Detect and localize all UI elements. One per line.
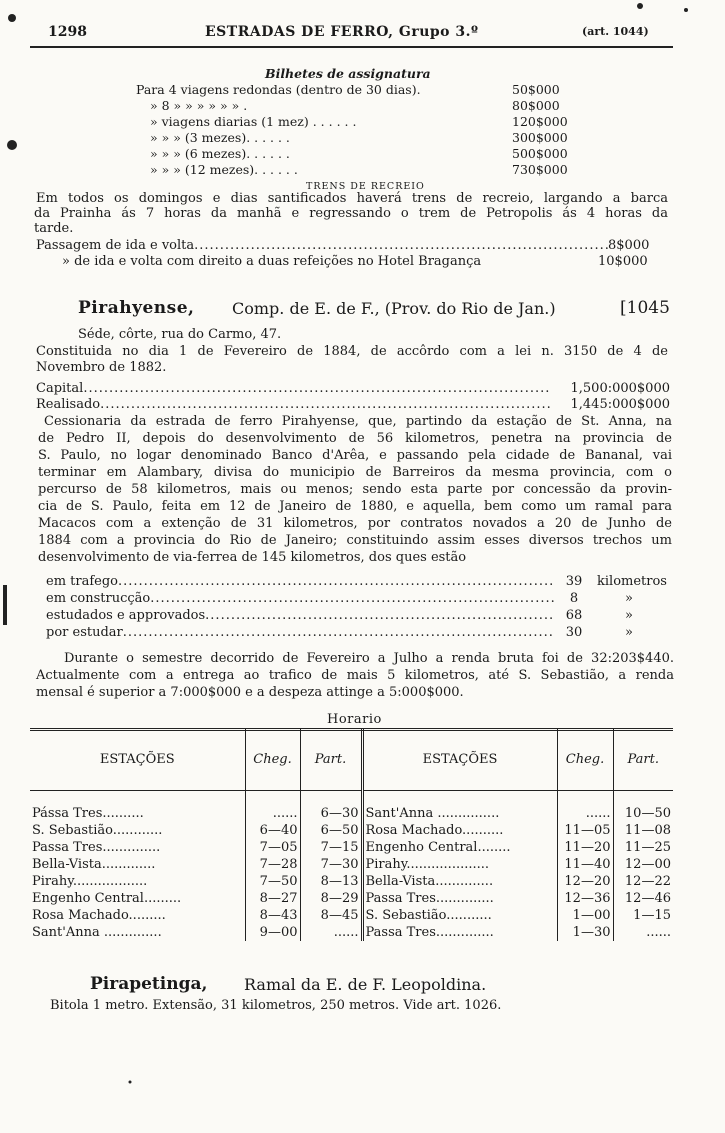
extension-unit: kilometros [597,574,667,589]
station-name: Rosa Machado......... [30,907,245,924]
description-line: terminar em Alambary, divisa do municipio de Barreiros da mesma provincia, com o [38,465,672,480]
article-number: [1045 [620,298,670,318]
arrival-time: 7—05 [245,839,300,856]
schedule-title: Horario [327,712,382,727]
running-title: ESTRADAS DE FERRO, Grupo 3.º [205,24,479,40]
departure-time: 7—30 [300,856,362,873]
ticket-row-price: 730$000 [512,162,568,177]
arrival-time: 9—00 [245,924,300,941]
ticket-row-text: » » » (6 mezes). . . . . . [150,146,290,161]
departure-time: 8—45 [300,907,362,924]
ticket-row-price: 50$000 [512,82,560,97]
fare-price: 10$000 [598,254,648,269]
departure-time: ...... [646,925,671,940]
ticket-row-price: 80$000 [512,98,560,113]
arrival-time: ...... [557,791,613,823]
extension-unit: » [625,625,633,640]
revenue-line: mensal é superior a 7:000$000 e a despeza attinge a 5:000$000. [36,685,464,700]
station-name: Rosa Machado.......... [362,822,557,839]
arrival-time: 1—00 [557,907,613,924]
extension-label: em construcção [46,591,151,606]
speck [7,140,17,150]
description-line: 1884 com a provincia do Rio de Janeiro; constituindo assim esses diversos trechos um [38,533,672,548]
arrival-time: 7—50 [245,873,300,890]
ticket-row-text: » » » (3 mezes). . . . . . [150,130,290,145]
station-name: S. Sebastião............ [30,822,245,839]
departure-time: 1—15 [633,908,671,923]
station-name: Sant'Anna .............. [30,924,245,941]
ticket-row-text: » » » (12 mezes). . . . . . [150,162,298,177]
station-name: Passa Tres.............. [362,924,557,941]
station-name: Passa Tres.............. [30,839,245,856]
ticket-row-text: » viagens diarias (1 mez) . . . . . . [150,114,357,129]
extension-unit: » [625,591,633,606]
arrival-time: 11—40 [557,856,613,873]
ticket-row-price: 120$000 [512,114,568,129]
tickets-heading: Bilhetes de assignatura [265,66,431,81]
station-name: Bella-Vista............. [30,856,245,873]
speck [8,14,16,22]
arrival-time: 12—20 [557,873,613,890]
column-header: Part. [300,728,362,791]
arrival-time: ...... [245,791,300,823]
extension-label: estudados e approvados [46,608,206,623]
capital-label: Capital [36,381,84,396]
extension-label: em trafego [46,574,118,589]
departure-time: 8—29 [300,890,362,907]
column-header: Part. [627,751,659,767]
station-name: Pirahy.................. [30,873,245,890]
recreio-heading: TRENS DE RECREIO [306,181,425,192]
description-line: de Pedro II, depois do desenvolvimento de 56 kilometros, penetra na provincia de [38,431,672,446]
departure-time: 12—46 [624,891,671,906]
departure-time: 12—22 [624,874,671,889]
description-line: percurso de 58 kilometros, mais ou menos; sendo esta parte por concessão da provin- [38,482,672,497]
description-line: cia de S. Paulo, feita em 12 de Janeiro de 1880, e aquella, bem como um ramal para [38,499,672,514]
column-header: Cheg. [557,728,613,791]
speck [3,585,7,625]
extension-value: 68 [565,608,583,623]
ticket-row-text: Para 4 viagens redondas (dentro de 30 dias). [136,82,421,97]
station-name: Bella-Vista.............. [362,873,557,890]
speck [684,8,688,12]
revenue-line: Durante o semestre decorrido de Fevereiro a Julho a renda bruta foi de 32:203$440. [64,651,674,666]
arrival-time: 7—28 [245,856,300,873]
station-name: Sant'Anna ............... [362,791,557,823]
speck [129,1081,132,1084]
description-line: Macacos com a extenção de 31 kilometros, por contratos novados a 20 de Junho de [38,516,672,531]
company-name: Pirahyense, [78,298,195,318]
departure-time: 10—50 [624,806,671,821]
speck [637,3,643,9]
arrival-time: 1—30 [557,924,613,941]
arrival-time: 8—27 [245,890,300,907]
revenue-line: Actualmente com a entrega ao trafico de mais 5 kilometros, até S. Sebastião, a renda [36,668,674,683]
extension-unit: » [625,608,633,623]
fare-label: » de ida e volta com direito a duas refeições no Hotel Bragança [62,254,482,269]
arrival-time: 6—40 [245,822,300,839]
departure-time: 11—25 [624,840,671,855]
departure-time: 6—30 [300,791,362,823]
column-header: ESTAÇÕES [362,728,557,791]
departure-time: 6—50 [300,822,362,839]
departure-time: 7—15 [300,839,362,856]
company-subtitle: Comp. de E. de F., (Prov. do Rio de Jan.) [232,299,556,318]
column-header: Cheg. [245,728,300,791]
description-line: S. Paulo, no logar denominado Banco d'Arêa, e passando pela cidade de Bananal, vai [38,448,672,463]
station-name: Pássa Tres.......... [30,791,245,823]
departure-time: 11—08 [624,823,671,838]
pirapetinga-name: Pirapetinga, [90,974,208,994]
pirapetinga-details: Bitola 1 metro. Extensão, 31 kilometros, 250 metros. Vide art. 1026. [50,998,502,1013]
ticket-row-price: 300$000 [512,130,568,145]
pirapetinga-subtitle: Ramal da E. de F. Leopoldina. [244,975,487,994]
fare-price: 8$000 [608,238,650,253]
extension-value: 8 [569,591,579,606]
column-header: ESTAÇÕES [30,728,245,791]
station-name: Pirahy.................... [362,856,557,873]
station-name: Passa Tres.............. [362,890,557,907]
arrival-time: 11—20 [557,839,613,856]
departure-time: 12—00 [624,857,671,872]
constitution-line-1: Constituida no dia 1 de Fevereiro de 1884, de accôrdo com a lei n. 3150 de 4 de [36,344,668,359]
realised-value: 1,445:000$000 [570,397,670,412]
extension-value: 39 [565,574,583,589]
article-reference: (art. 1044) [582,25,649,38]
ticket-row-text: » 8 » » » » » » . [150,98,248,113]
departure-time: ...... [300,924,362,941]
extension-label: por estudar [46,625,123,640]
company-seat: Séde, côrte, rua do Carmo, 47. [78,327,282,342]
arrival-time: 8—43 [245,907,300,924]
recreio-paragraph-line-1: Em todos os domingos e dias santificados haverá trens de recreio, largando a barca [36,191,668,206]
recreio-paragraph-line-2: da Prainha ás 7 horas da manhã e regressando o trem de Petropolis ás 4 horas da [34,206,668,221]
realised-label: Realisado [36,397,101,412]
arrival-time: 11—05 [557,822,613,839]
fare-label: Passagem de ida e volta [36,238,195,253]
extension-value: 30 [565,625,583,640]
constitution-line-2: Novembro de 1882. [36,360,167,375]
description-line: Cessionaria da estrada de ferro Pirahyense, que, partindo da estação de St. Anna, na [44,414,672,429]
arrival-time: 12—36 [557,890,613,907]
station-name: Engenho Central......... [30,890,245,907]
capital-value: 1,500:000$000 [570,381,670,396]
station-name: Engenho Central........ [362,839,557,856]
recreio-paragraph-line-3: tarde. [34,221,74,236]
departure-time: 8—13 [300,873,362,890]
ticket-row-price: 500$000 [512,146,568,161]
description-line: desenvolvimento de via-ferrea de 145 kilometros, dos ques estão [38,550,467,565]
station-name: S. Sebastião........... [362,907,557,924]
page-number: 1298 [48,24,87,40]
